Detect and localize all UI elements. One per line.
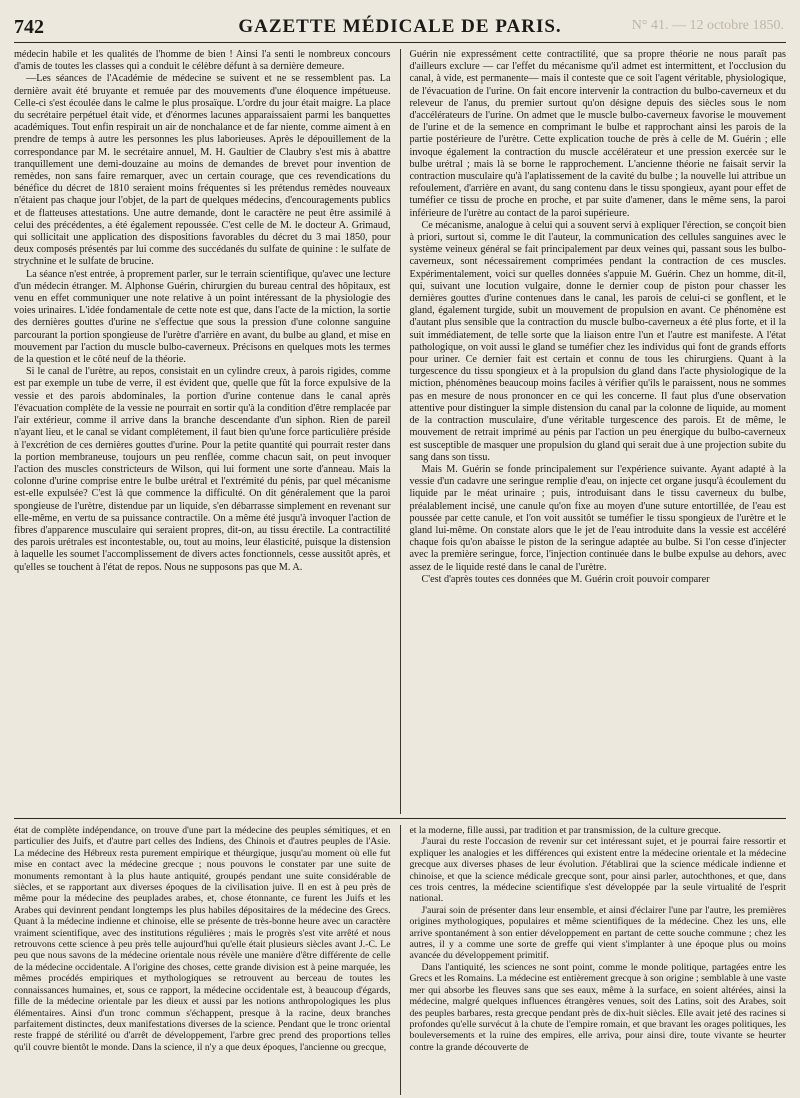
- page-header: [14, 14, 786, 43]
- paragraph: Mais M. Guérin se fonde principalement sur l'expérience suivante. Ayant adapté à la vessie d'un cadavre une seringue remplie d'eau, on injecte cet organe jusqu'à écoulement du liquide par le méat urinaire ; puis, introduisant dans le tissu caverneux du bulbe, préalablement incisé, une canule qu'on fixe au moyen d'une suture entortillée, de l'eau est poussée par cette canule, et l'on voit aussitôt se tuméfier le tissu spongieux de l'urètre et le gland lui-même. On constate alors que le jet de l'eau introduite dans la vessie est accéléré chaque fois qu'on abaisse le piston de la seringue adaptée au bulbe. Si l'on cesse d'injecter avec la première seringue, force, l'injection continuée dans le bulbe expulse au dehors, avec assez de le liquide resté dans le canal de l'urètre.: [409, 463, 786, 573]
- paragraph: état de complète indépendance, on trouve d'une part la médecine des peuples sémitiques, et en particulier des Juifs, et d'autre part celles des Indiens, des Chinois et d'autres peuples de l'Asie. La médecine des Hébreux resta purement empirique et théurgique, jusqu'au moment où elle fut mise en contact avec la médecine grecque ; nous pouvons le constater par une suite de monuments remontant à la plus haute antiquité, groupés pendant une suite considérable de siècles, et se rapportant aux diverses époques de la civilisation juive. Il en est à peu près de même pour la médecine des peuplades arabes, et, chose étonnante, ce furent les Juifs et les Arabes qui devinrent pendant longtemps les plus habiles dépositaires de la médecine des Grecs. Quant à la médecine indienne et chinoise, elle se présente de très-bonne heure avec un caractère vraiment scientifique, avec des institutions régulières ; mais le progrès s'est vite arrêté et nous retrouvons cette science à peu près telle aujourd'hui qu'elle était plusieurs siècles avant J.-C. Le peu que nous savons de la médecine orientale nous révèle une manière d'être différente de celle de la médecine occidentale. A l'origine des choses, cette grande division est à peine marquée, les mêmes procédés empiriques et mythologiques se retrouvent au berceau de toutes les connaissances humaines, et, sous ce rapport, la médecine occidentale est, à beaucoup d'égards, fille de la médecine orientale par les dieux et aussi par les notions anthropologiques les plus élémentaires. Ainsi d'un tronc commun s'échappent, presque à la racine, deux branches parfaitement distinctes, deux manifestations diverses de la science. Pendant que le tronc oriental reste frappé de stérilité ou d'arrêt de développement, l'arbre grec prend des proportions telles qu'il couvre bientôt le monde. Dans la science, il n'y a que deux époques, l'ancienne ou grecque,: [14, 825, 391, 1053]
- lower-article: [14, 825, 786, 1095]
- paragraph: Si le canal de l'urètre, au repos, consistait en un cylindre creux, à parois rigides, comme est par exemple un tube de verre, il est évident que, quelle que fût la force expulsive de la vessie et des parois abdominales, la portion d'urine contenue dans le canal après l'évacuation complète de la vessie ne pourrait en sortir qu'à la condition d'être remplacée par l'air extérieur, comme il arrive dans la branche descendante d'un siphon. Rien de pareil n'ayant lieu, et le canal se vidant complétement, il faut bien qu'une force particulière préside à l'excrétion de ces dernières gouttes d'urine. Pour la petite quantité qui pourrait rester dans la portion membraneuse, toujours un peu renflée, comme chacun sait, on peut invoquer l'action des muscles constricteurs de Wilson, qui lui forment une sorte d'anneau. Mais la colonne d'urine comprise entre le bulbe urétral et l'extrémité du pénis, par quel mécanisme est-elle expulsée? C'est là que commence la difficulté. On dit généralement que la paroi spongieuse de l'urètre, distendue par un liquide, s'en débarrasse simplement en revenant sur elle-même, en vertu de sa puissance contractile. On a même été jusqu'à invoquer l'action de fibres d'apparence musculaire qui seraient propres, dit-on, au tissu érectile. La contractilité des parois urétrales est incontestable, ou, tout au moins, leur élasticité, puisque la distension à laquelle les soumet l'accomplissement de divers actes fonctionnels, cesse aussitôt après, et qu'elles se touchent à l'état de repos. Nous ne supposons pas que M. A.: [14, 366, 391, 573]
- upper-left-column: [14, 49, 401, 814]
- paragraph: —Les séances de l'Académie de médecine se suivent et ne se ressemblent pas. La dernière avait été bruyante et remuée par des mouvements d'une éloquence impétueuse. Celle-ci s'est écoulée dans le calme le plus prosaïque. L'ordre du jour était maigre. La place du secrétaire perpétuel était vide, et d'énormes lacunes apparaissaient parmi les banquettes académiques. Tout enfin respirait un air de nonchalance et de far niente, comme aiment à en prendre de temps à autre les personnes les plus laborieuses. Après le dépouillement de la correspondance par M. le secrétaire annuel, M. H. Gaultier de Claubry s'est mis à abattre tranquillement une demi-douzaine au moins de demandes de brevet pour invention de remèdes, non sans faire remarquer, avec un certain courage, que ces revendications du bénéfice du décret de 1810 seraient moins fréquentes si les prétendus remèdes nouveaux n'étaient pas chaque jour l'objet, de la part de quelques médecins, d'encouragements publics et de flatteuses attestations. Une autre demande, dont le caractère ne peut être assimilé à celui des précédentes, a été également repoussée. C'est celle de M. le docteur A. Grimaud, qui sollicitait une application des dispositions favorables du décret du 3 mai 1850, pour deux composés présentés par lui comme des succédanés du sulfate de quinine : le sulfate de strychnine et le sulfate de brucine.: [14, 73, 391, 268]
- page-number: 742: [14, 16, 44, 38]
- paragraph: C'est d'après toutes ces données que M. Guérin croit pouvoir comparer: [421, 573, 710, 585]
- paragraph: J'aurai du reste l'occasion de revenir sur cet intéressant sujet, et je pourrai faire ressortir et expliquer les analogies et les différences qui existent entre la médecine orientale et la médecine grecque aux diverses phases de leur évolution. J'établirai que la science médicale indienne et chinoise, et que la science médicale grecque sont, pour ainsi parler, autochthones, et que, dans ces trois centres, la médecine scientifique s'est développée par la seule virtualité de l'esprit national.: [409, 836, 786, 905]
- paragraph: J'aurai soin de présenter dans leur ensemble, et ainsi d'éclairer l'une par l'autre, les premières origines mythologiques, populaires et même scientifiques de la médecine. Chez les uns, elle arrive spontanément à son entier développement en partant de cette souche commune ; chez les autres, il y a comme une sorte de greffe qui vient s'implanter à une époque plus ou moins avancée du développement primitif.: [409, 904, 786, 962]
- lower-left-column: [14, 825, 401, 1095]
- journal-title: GAZETTE MÉDICALE DE PARIS.: [238, 16, 562, 37]
- paragraph: La séance n'est entrée, à proprement parler, sur le terrain scientifique, qu'avec une lecture d'un médecin étranger. M. Alphonse Guérin, chirurgien du bureau central des hôpitaux, est venu en effet communiquer une note relative à un point intéressant de la physiologie des voies urinaires. L'idée fondamentale de cette note est que, dans l'acte de la miction, la sortie des dernières gouttes d'urine ne s'effectue que sous la pression d'une colonne sanguine parcourant la portion spongieuse de l'urètre d'arrière en avant, du bulbe au gland, et mise en mouvement par l'action du muscle bulbo-caverneux. Précisons en quelques mots les termes de la question et le côté neuf de la théorie.: [14, 268, 391, 366]
- paragraph: Guérin nie expressément cette contractilité, que sa propre théorie ne nous paraît pas d'ailleurs exclure — car l'effet du mécanisme qu'il admet est intermittent, et l'occlusion du canal, à vide, est permanente— mais il conteste que ce soit l'agent véritable, physiologique, de l'évacuation de l'urine. On fait encore intervenir la contraction du bulbo-caverneux et du releveur de l'anus, du premier surtout qu'on désigne depuis des siècles sous le nom d'accélérateurs de l'urine. On admet que le muscle bulbo-caverneux favorise le mouvement de l'urine et de la semence en comprimant le bulbe et rapprochant ainsi les parois de la partie postérieure de l'urètre. Cette explication touche de près à celle de M. Guérin ; elle invoque également la contraction du muscle accélérateur et une pression exercée sur le bulbe urétral ; mais là se borne le rapprochement. L'ancienne théorie ne faisait servir la contraction musculaire qu'à l'aplatissement de la cavité du bulbe ; la nouvelle lui attribue un refoulement, d'arrière en avant, du sang contenu dans le tissu spongieux, ayant pour effet de tuméfier ce tissu de proche en proche, et par suite d'amener, dans le même sens, la paroi inférieure de l'urètre au contact de la paroi supérieure.: [409, 49, 786, 219]
- upper-right-column: [401, 49, 787, 814]
- paragraph: Dans l'antiquité, les sciences ne sont point, comme le monde politique, partagées entre les Grecs et les Romains. La médecine est entièrement grecque à son origine ; semblable à une vaste mer qui absorbe les fleuves sans que ses eaux, même à la surface, en soient altérées, ainsi la médecine, malgré quelques influences étrangères venues, soit des Latins, soit des Arabes, soit des peuples barbares, resta grecque pendant près de dix-huit siècles. Elle avait jeté des racines si profondes qu'elle survécut à la chute de l'empire romain, et que bravant les orages politiques, les bouleversements et la ruine des empires, elle arriva, pour ainsi dire, toute vivante se heurter contre la grande découverte de: [409, 961, 786, 1053]
- paragraph: médecin habile et les qualités de l'homme de bien ! Ainsi l'a senti le nombreux concours d'amis de toutes les classes qui a conduit le célèbre défunt à sa dernière demeure.: [14, 49, 391, 73]
- bleed-through-header: N° 41. — 12 octobre 1850.: [631, 18, 784, 33]
- section-divider: [14, 818, 786, 819]
- upper-article: [14, 49, 786, 814]
- lower-right-column: [401, 825, 787, 1095]
- paragraph: et la moderne, fille aussi, par tradition et par transmission, de la culture grecque.: [409, 825, 721, 836]
- paragraph: Ce mécanisme, analogue à celui qui a souvent servi à expliquer l'érection, se conçoit bien à priori, surtout si, comme le dit l'auteur, la communication des cellules sanguines avec le système veineux général se fait principalement par deux veines qui, passant sous les bulbo-caverneux, sont nécessairement comprimées pendant la contraction de ces muscles. Expérimentalement, voici sur quelles données s'appuie M. Guérin. Chez un homme, dit-il, qui, suivant une locution vulgaire, donne le dernier coup de piston pour chasser les dernières gouttes d'urine contenues dans le canal, les parois de celui-ci se gonflent, et le gland, également turgide, subit un mouvement de propulsion en avant. Ce phénomène est d'autant plus sensible que la contraction du muscle bulbo-caverneux a été plus forte, et il la suit immédiatement, de telle sorte que la liaison entre l'un et l'autre est manifeste. A l'état pathologique, on voit aussi le gland se tuméfier chez les individus qui font de grands efforts pour uriner. Ce dernier fait est certain et connu de tous les chirurgiens. Quant à la turgescence du tissu spongieux et à la propulsion du gland dans l'acte physiologique de la miction, phénomènes beaucoup moins faciles à vérifier qu'ils le paraissent, nous ne sommes pas en mesure de nous prononcer en ce qui les concerne. Il faut plus d'une observation attentive pour distinguer la simple distension du canal par la colonne de liquide, au moment de la contraction musculaire, d'une véritable turgescence des parois. Et de même, le mouvement de retrait imprimé au pénis par l'action un peu énergique du bulbo-caverneux est susceptible de masquer une propulsion du gland qui serait due à une projection subite du sang dans son tissu.: [409, 219, 786, 463]
